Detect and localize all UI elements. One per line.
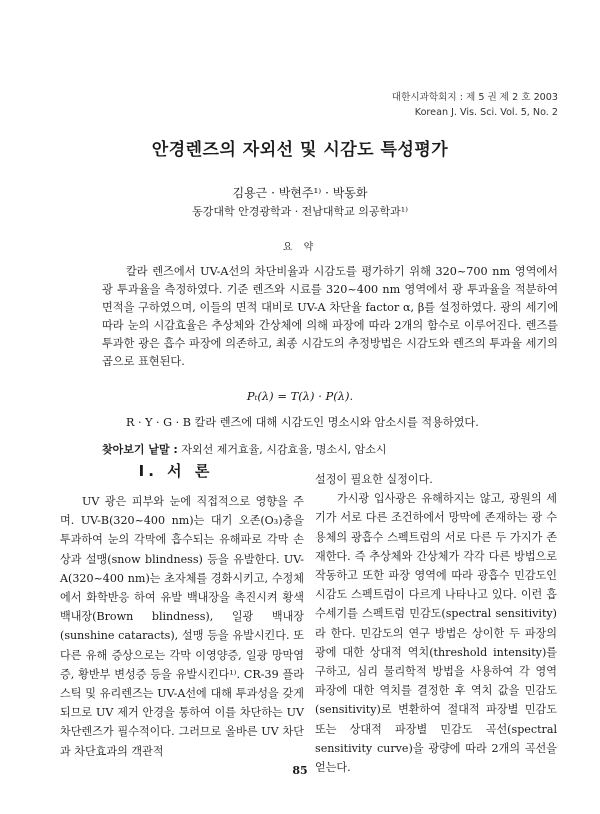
right-column: [315, 470, 557, 777]
keywords-list: 자외선 제거효율, 시감효율, 명소시, 암소시: [181, 443, 387, 456]
author-affiliation: 동강대학 안경광학과 · 전남대학교 의공학과¹⁾: [192, 205, 408, 218]
abstract-body: [102, 263, 558, 370]
body-paragraph: UV 광은 피부와 눈에 직접적으로 영향을 주며. UV-B(320~400 nm)는 대기 오존(O₃)층을 투과하여 눈의 각막에 흡수되는 유해파로 각막 손상과 설맹(snow blindness) 등을 유발한다. UV-A(320~400 nm)는 초자체를 경화시키고, 수정체에서 화학반응 하여 유발 백내장을 촉진시켜 황색 백내장(Brown blindness), 일광 백내장(sunshine cataracts), 설맹 등을 유발시킨다. 또 다른 유해 증상으로는 각막 이영양증, 일광 망막염증, 황반부 변성증 등을 유발시킨다¹⁾. CR-39 플라스틱 및 유리렌즈는 UV-A선에 대해 투과성을 갖게 되므로 UV 제거 안경을 통하여 이를 차단하는 UV 차단렌즈가 필수적이다. 그러므로 올바른 UV 차단과 차단효과의 객관적: [60, 495, 304, 758]
body-paragraph: 가시광 입사광은 유해하지는 않고, 광원의 세기가 서로 다른 조건하에서 망막에 존재하는 광 수용체의 광흡수 스펙트럼의 서로 다른 두 가지가 존재한다. 즉 추상체와 간상체가 각각 다른 방법으로 작동하고 또한 파장 영역에 따라 광흡수 민감도인 시감도 스펙트럼이 다르게 나타나고 있다. 이런 흡수세기를 스펙트럼 민감도(spectral sensitivity)라 한다. 민감도의 연구 방법은 상이한 두 파장의 광에 대한 상대적 역치(threshold intensity)를 구하고, 심리 물리학적 방법을 사용하여 각 영역 파장에 대한 역치를 결정한 후 역치 값을 민감도(sensitivity)로 변환하여 절대적 파장별 민감도 또는 상대적 파장별 민감도 곡선(spectral sensitivity curve)을 광량에 따라 2개의 곡선을 얻는다.: [315, 492, 557, 775]
keywords-line: [102, 441, 558, 457]
journal-citation-english: Korean J. Vis. Sci. Vol. 5, No. 2: [414, 107, 558, 118]
author-list: 김용근 · 박현주¹⁾ · 박동화: [232, 186, 368, 200]
keywords-label: 찾아보기 낱말 :: [102, 443, 178, 456]
paper-title: 안경렌즈의 자외선 및 시감도 특성평가: [151, 140, 449, 160]
left-column: [60, 492, 304, 761]
journal-citation-korean: 대한시과학회지 : 제 5 권 제 2 호 2003: [391, 92, 558, 103]
abstract-heading: 요 약: [282, 242, 318, 253]
page-number: 85: [292, 764, 308, 777]
abstract-paragraph-2: R · Y · G · B 칼라 렌즈에 대해 시감도인 명소시와 암소시를 적용하였다.: [126, 416, 479, 429]
section-heading: I. 서 론: [138, 462, 214, 480]
abstract-formula: Pₜ(λ) = T(λ) · P(λ).: [246, 389, 354, 403]
body-paragraph-continued: 설정이 필요한 실정이다.: [315, 473, 433, 486]
abstract-paragraph: 칼라 렌즈에서 UV-A선의 차단비율과 시감도를 평가하기 위해 320~700 nm 영역에서 광 투과율을 측정하였다. 기준 렌즈와 시료를 320~400 nm 영역에서 광 투과율을 적분하여 면적을 구하였으며, 이들의 면적 대비로 UV-A 차단율 factor α, β를 설정하였다. 광의 세기에 따라 눈의 시감효율은 추상체와 간상체에 의해 파장에 따라 2개의 함수로 이루어진다. 렌즈를 투과한 광은 흡수 파장에 의존하고, 최종 시감도의 추정방법은 시감도와 렌즈의 투과율 세기의 곱으로 표현된다.: [102, 265, 558, 368]
